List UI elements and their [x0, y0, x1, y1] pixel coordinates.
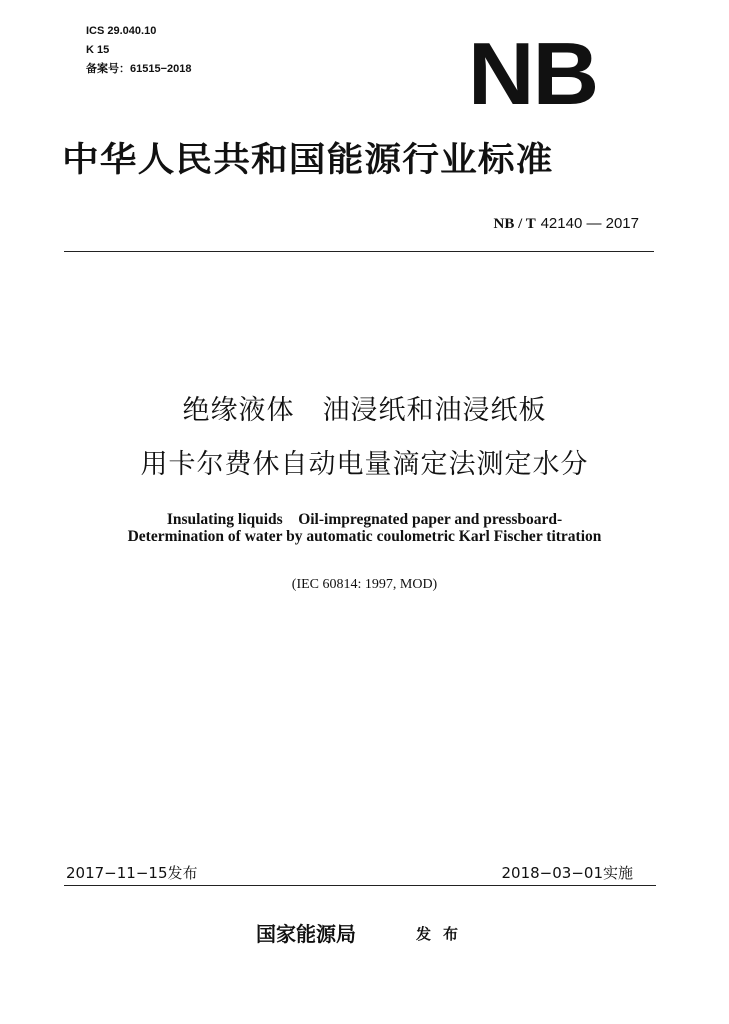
- bottom-divider: [64, 885, 656, 886]
- standard-number: [494, 214, 639, 233]
- implementation-date: 2018−03−01实施: [501, 864, 633, 882]
- iec-reference: (IEC 60814: 1997, MOD): [291, 577, 438, 592]
- top-divider: [64, 251, 654, 252]
- ccs-code: K 15: [86, 44, 110, 56]
- classification-block: [86, 22, 191, 79]
- nb-logo: NB: [467, 24, 597, 123]
- standard-category-title: 中华人民共和国能源行业标准: [62, 140, 554, 180]
- issue-date: 2017−11−15发布: [66, 864, 198, 882]
- english-title-line-1: Insulating liquids Oil-impregnated paper and pressboard-: [166, 511, 563, 528]
- english-title-line-2: Determination of water by automatic coulometric Karl Fischer titration: [127, 528, 602, 545]
- issuing-authority: 国家能源局: [256, 922, 356, 946]
- record-number: 备案号：61515−2018: [86, 63, 192, 75]
- chinese-title-line-1: 绝缘液体 油浸纸和油浸纸板: [182, 395, 547, 426]
- ics-code: ICS 29.040.10: [86, 25, 157, 37]
- issue-label: 发布: [416, 925, 471, 943]
- standard-number-value: 42140 — 2017: [540, 215, 639, 232]
- standard-number-prefix: NB / T: [493, 216, 536, 232]
- chinese-title-line-2: 用卡尔费休自动电量滴定法测定水分: [140, 449, 589, 480]
